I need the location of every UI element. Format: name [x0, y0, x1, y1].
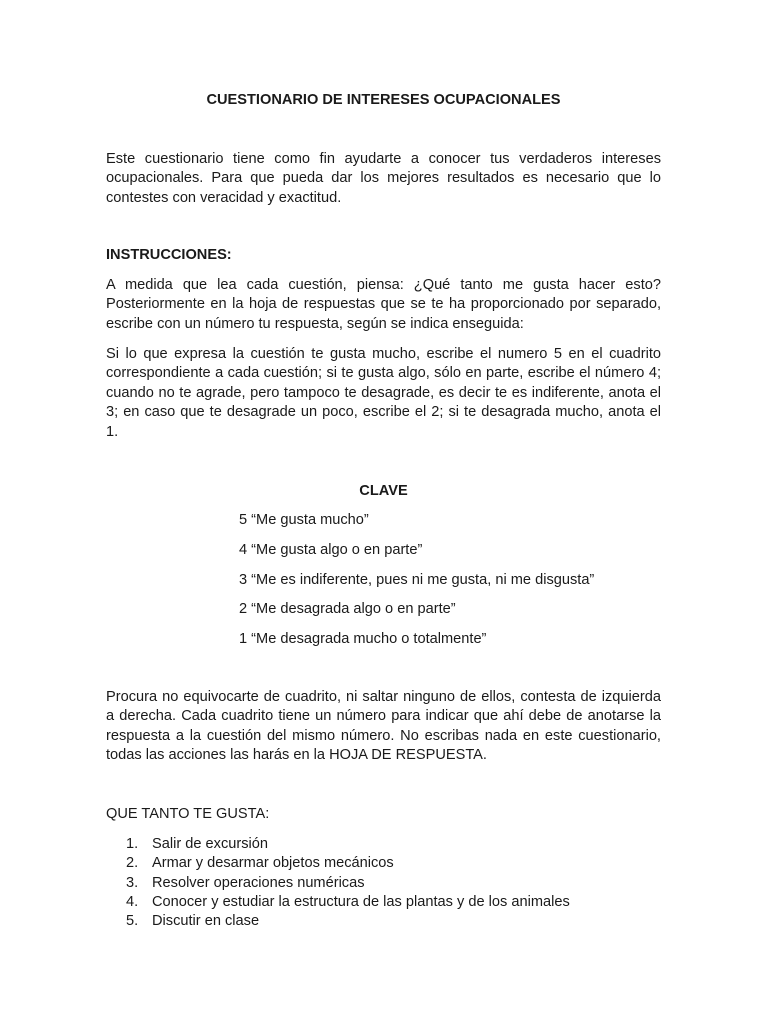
question-text: Salir de excursión [152, 836, 268, 852]
clave-item-5: 5 “Me gusta mucho” [239, 512, 369, 528]
procura-paragraph: Procura no equivocarte de cuadrito, ni saltar ninguno de ellos, contesta de izquierda a derecha. Cada cuadrito tiene un número para indicar que ahí debe de anotarse la respuesta a la cuestión del mismo número. No escribas nada en este cuestionario, todas las acciones las harás en la HOJA DE RESPUESTA. [106, 689, 661, 764]
instructions-paragraph-2: Si lo que expresa la cuestión te gusta mucho, escribe el numero 5 en el cuadrito correspondiente a cada cuestión; si te gusta algo, sólo en parte, escribe el número 4; cuando no te agrade, pero tampoco te desagrade, es decir te es indiferente, anota el 3; en caso que te desagrade un poco, escribe el 2; si te desagrada mucho, anota el 1. [106, 346, 661, 440]
instructions-heading: INSTRUCCIONES: [106, 247, 232, 263]
question-number: 5. [126, 913, 139, 930]
question-item [106, 912, 570, 931]
question-item [106, 835, 570, 854]
question-number: 1. [126, 836, 139, 852]
instructions-paragraph-1: A medida que lea cada cuestión, piensa: ¿Qué tanto me gusta hacer esto? Posteriormente en la hoja de respuestas que se te ha proporcionado por separado, escribe con un número tu respuesta, según se indica enseguida: [106, 277, 661, 332]
question-list [106, 835, 570, 931]
question-item [106, 874, 570, 893]
clave-item-4: 4 “Me gusta algo o en parte” [239, 541, 423, 558]
clave-item-1: 1 “Me desagrada mucho o totalmente” [239, 631, 487, 648]
question-text: Discutir en clase [152, 913, 260, 930]
clave-list [239, 511, 594, 660]
question-item [106, 893, 570, 912]
clave-item-3: 3 “Me es indiferente, pues ni me gusta, ni me disgusta” [239, 571, 595, 588]
question-text: Resolver operaciones numéricas [152, 874, 365, 891]
question-number: 3. [126, 874, 139, 891]
intro-paragraph: Este cuestionario tiene como fin ayudarte a conocer tus verdaderos intereses ocupacionales. Para que pueda dar los mejores resultados es necesario que lo contestes con veracidad y exactitud. [106, 151, 661, 206]
question-number: 2. [126, 855, 139, 872]
clave-heading: CLAVE [359, 483, 408, 499]
question-item [106, 854, 570, 873]
page-title: CUESTIONARIO DE INTERESES OCUPACIONALES [206, 92, 561, 108]
clave-item-2: 2 “Me desagrada algo o en parte” [239, 601, 456, 618]
que-tanto-heading: QUE TANTO TE GUSTA: [106, 806, 270, 822]
question-number: 4. [126, 893, 139, 910]
question-text: Conocer y estudiar la estructura de las plantas y de los animales [152, 893, 570, 910]
question-text: Armar y desarmar objetos mecánicos [152, 855, 394, 872]
